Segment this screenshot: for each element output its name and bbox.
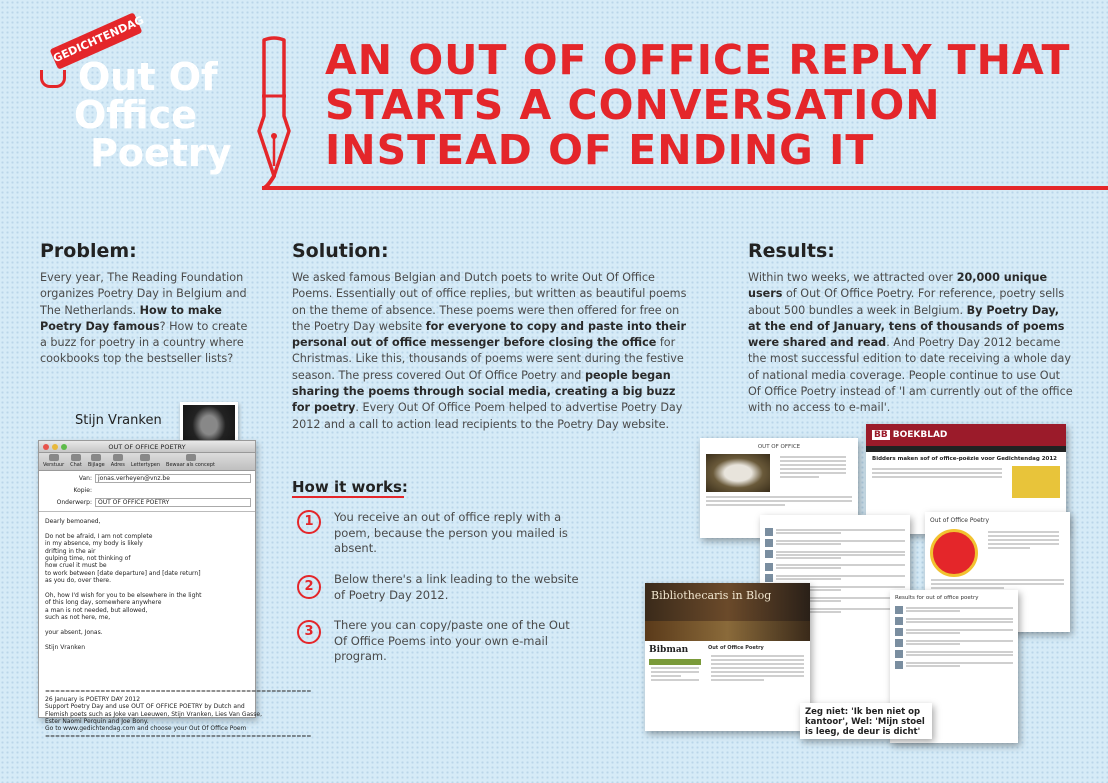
mail-body-line: 26 January is POETRY DAY 2012 — [45, 695, 141, 703]
from-label: Van: — [78, 474, 92, 482]
mail-body-line — [45, 659, 249, 666]
solution-text: We asked famous Belgian and Dutch poets to write Out Of Office Poems. Essentially out of office replies, but written as beautiful poems on the theme of absence. These poems were then offered for free on the Poetry Day website for everyone to copy and paste into their personal out of office messenger before closing the office for Christmas. Like this, thousands of poems were sent during the festive season. The press covered Out Of Office Poetry and people began sharing the poems through social media, creating a big buzz for poetry. Every Out Of Office Poem helped to advertise Poetry Day 2012 and a call to action lead recipients to the Poetry Day website. — [292, 271, 687, 431]
quote-card: Zeg niet: 'Ik ben niet op kantoor', Wel: 'Mijn stoel is leeg, de deur is dicht' — [800, 703, 932, 739]
mail-titlebar — [39, 441, 255, 453]
divider-line — [262, 186, 1108, 190]
fonts-button[interactable]: Lettertypen — [131, 454, 160, 468]
mail-body-line: of this long day, somewhere anywhere — [45, 599, 162, 607]
mail-body[interactable] — [39, 511, 312, 746]
cc-row — [43, 485, 251, 495]
ooo-poetry-blog-title: Out of Office Poetry — [930, 517, 990, 524]
chat-button[interactable]: Chat — [70, 454, 82, 468]
logo — [74, 55, 258, 175]
results-text: Within two weeks, we attracted over 20,000 unique users of Out Of Office Poetry. For reference, poetry sells about 500 bundles a week in Belgium. By Poetry Day, at the end of January, tens of thousands of poems were shared and read. And Poetry Day 2012 became the most successful edition to date receiving a whole day of national media coverage. People continue to use Out Of Office Poetry instead of 'I am currently out of the office with no access to e-mail'. — [748, 271, 1073, 415]
mail-body-line: how cruel it must be — [45, 562, 107, 570]
twitter-results-title: Results for out of office poetry — [895, 595, 979, 601]
step-text: There you can copy/paste one of the Out Of Office Poems into your own e-mail program. — [334, 618, 570, 663]
mail-body-line: to work between [date departure] and [date return] — [45, 569, 201, 577]
subject-field[interactable]: OUT OF OFFICE POETRY — [95, 498, 251, 507]
step-number: 3 — [297, 620, 321, 644]
blog-header: Bibliothecaris in Blog — [645, 583, 810, 621]
mail-body-line: ===================================================== — [45, 688, 312, 696]
how-title: How it works: — [292, 478, 408, 496]
headline-line: INSTEAD OF ENDING IT — [325, 126, 875, 174]
subject-label: Onderwerp: — [56, 498, 92, 506]
mail-body-line: Ester Naomi Perquin and Joe Bony. — [45, 717, 149, 725]
mail-body-line: Stijn Vranken — [45, 643, 86, 651]
step-number: 2 — [297, 575, 321, 599]
mail-body-line: drifting in the air — [45, 547, 96, 555]
problem-title: Problem: — [40, 240, 137, 262]
headline-line: AN OUT OF OFFICE REPLY THAT — [325, 36, 1071, 84]
blog-post-title: Out of Office Poetry — [708, 645, 764, 651]
cc-label: Kopie: — [73, 486, 92, 494]
from-row — [43, 473, 251, 483]
mail-body-line: Do not be afraid, I am not complete — [45, 532, 153, 540]
mail-body-line — [45, 681, 249, 688]
mail-body-line — [45, 666, 249, 673]
minimize-window-button[interactable] — [52, 444, 58, 450]
mail-body-line — [45, 585, 249, 592]
attach-button[interactable]: Bijlage — [88, 454, 105, 468]
mail-body-line: Dearly bemoaned, — [45, 518, 101, 525]
save-draft-button[interactable]: Bewaar als concept — [166, 454, 215, 468]
library-blog-card — [645, 583, 810, 731]
blog-name: Bibman — [649, 645, 689, 655]
gedichtendag-badge-image — [930, 529, 978, 577]
mail-body-line — [45, 651, 249, 658]
logo-line: Out Of — [78, 55, 218, 99]
mail-body-line: Support Poetry Day and use OUT OF OFFICE POETRY by Dutch and — [45, 703, 245, 711]
headline-line: STARTS A CONVERSATION — [325, 81, 941, 129]
mail-window-title: OUT OF OFFICE POETRY — [108, 443, 186, 451]
book-icon — [40, 70, 66, 88]
mail-body-line: as you do, over there. — [45, 577, 112, 585]
results-title: Results: — [748, 240, 835, 262]
mail-body-line: a man is not needed, but allowed, — [45, 606, 148, 614]
address-button[interactable]: Adres — [111, 454, 125, 468]
mail-body-line — [45, 637, 249, 644]
boekblad-header: BB BOEKBLAD — [866, 424, 1066, 446]
mail-body-line: Go to www.gedichtendag.com and choose your Out Of Office Poem — [45, 725, 247, 733]
problem-text: Every year, The Reading Foundation organizes Poetry Day in Belgium and The Netherlands. How to make Poetry Day famous? How to create a buzz for poetry in a country where cookbooks top the bestseller lists? — [40, 271, 248, 366]
step-text: You receive an out of office reply with a poem, because the person you mailed is absent. — [334, 510, 568, 555]
mail-body-line — [45, 674, 249, 681]
logo-line: Poetry — [90, 131, 232, 175]
subject-row — [43, 497, 251, 507]
mail-body-line: Oh, how I'd wish for you to be elsewhere in the light — [45, 592, 202, 600]
mail-toolbar — [39, 453, 255, 471]
mail-body-line: ===================================================== — [45, 732, 312, 740]
mail-window — [38, 440, 312, 740]
mail-body-line: such as not here, me, — [45, 614, 111, 622]
from-field[interactable]: jonas.verheyen@vnz.be — [95, 474, 251, 483]
page-title — [325, 38, 1095, 173]
logo-badge: GEDICHTENDAG — [50, 12, 143, 70]
solution-title: Solution: — [292, 240, 389, 262]
boekblad-thumb — [1012, 466, 1060, 498]
mail-body-line: your absent, Jonas. — [45, 629, 103, 637]
cc-field[interactable] — [95, 486, 251, 495]
fountain-pen-icon — [254, 36, 294, 192]
boekblad-headline: Bidders maken sof of office-poëzie voor Gedichtendag 2012 — [872, 456, 1057, 462]
mail-body-line: gulping time, not thinking of — [45, 555, 131, 563]
ooo-card-title: OUT OF OFFICE — [757, 444, 801, 450]
mail-body-line — [45, 525, 249, 532]
mail-body-line — [45, 622, 249, 629]
sculpture-image — [706, 454, 770, 492]
send-button[interactable]: Verstuur — [43, 454, 64, 468]
close-window-button[interactable] — [43, 444, 49, 450]
mail-body-line: Flemish poets such as Joke van Leeuwen, Stijn Vranken, Lies Van Gasse, — [45, 710, 262, 718]
logo-line: Office — [74, 93, 197, 137]
mail-body-line: in my absence, my body is likely — [45, 540, 143, 548]
zoom-window-button[interactable] — [61, 444, 67, 450]
step-text: Below there's a link leading to the website of Poetry Day 2012. — [334, 572, 579, 602]
poet-name: Stijn Vranken — [75, 413, 162, 428]
step-number: 1 — [297, 510, 321, 534]
how-underline — [292, 496, 404, 498]
